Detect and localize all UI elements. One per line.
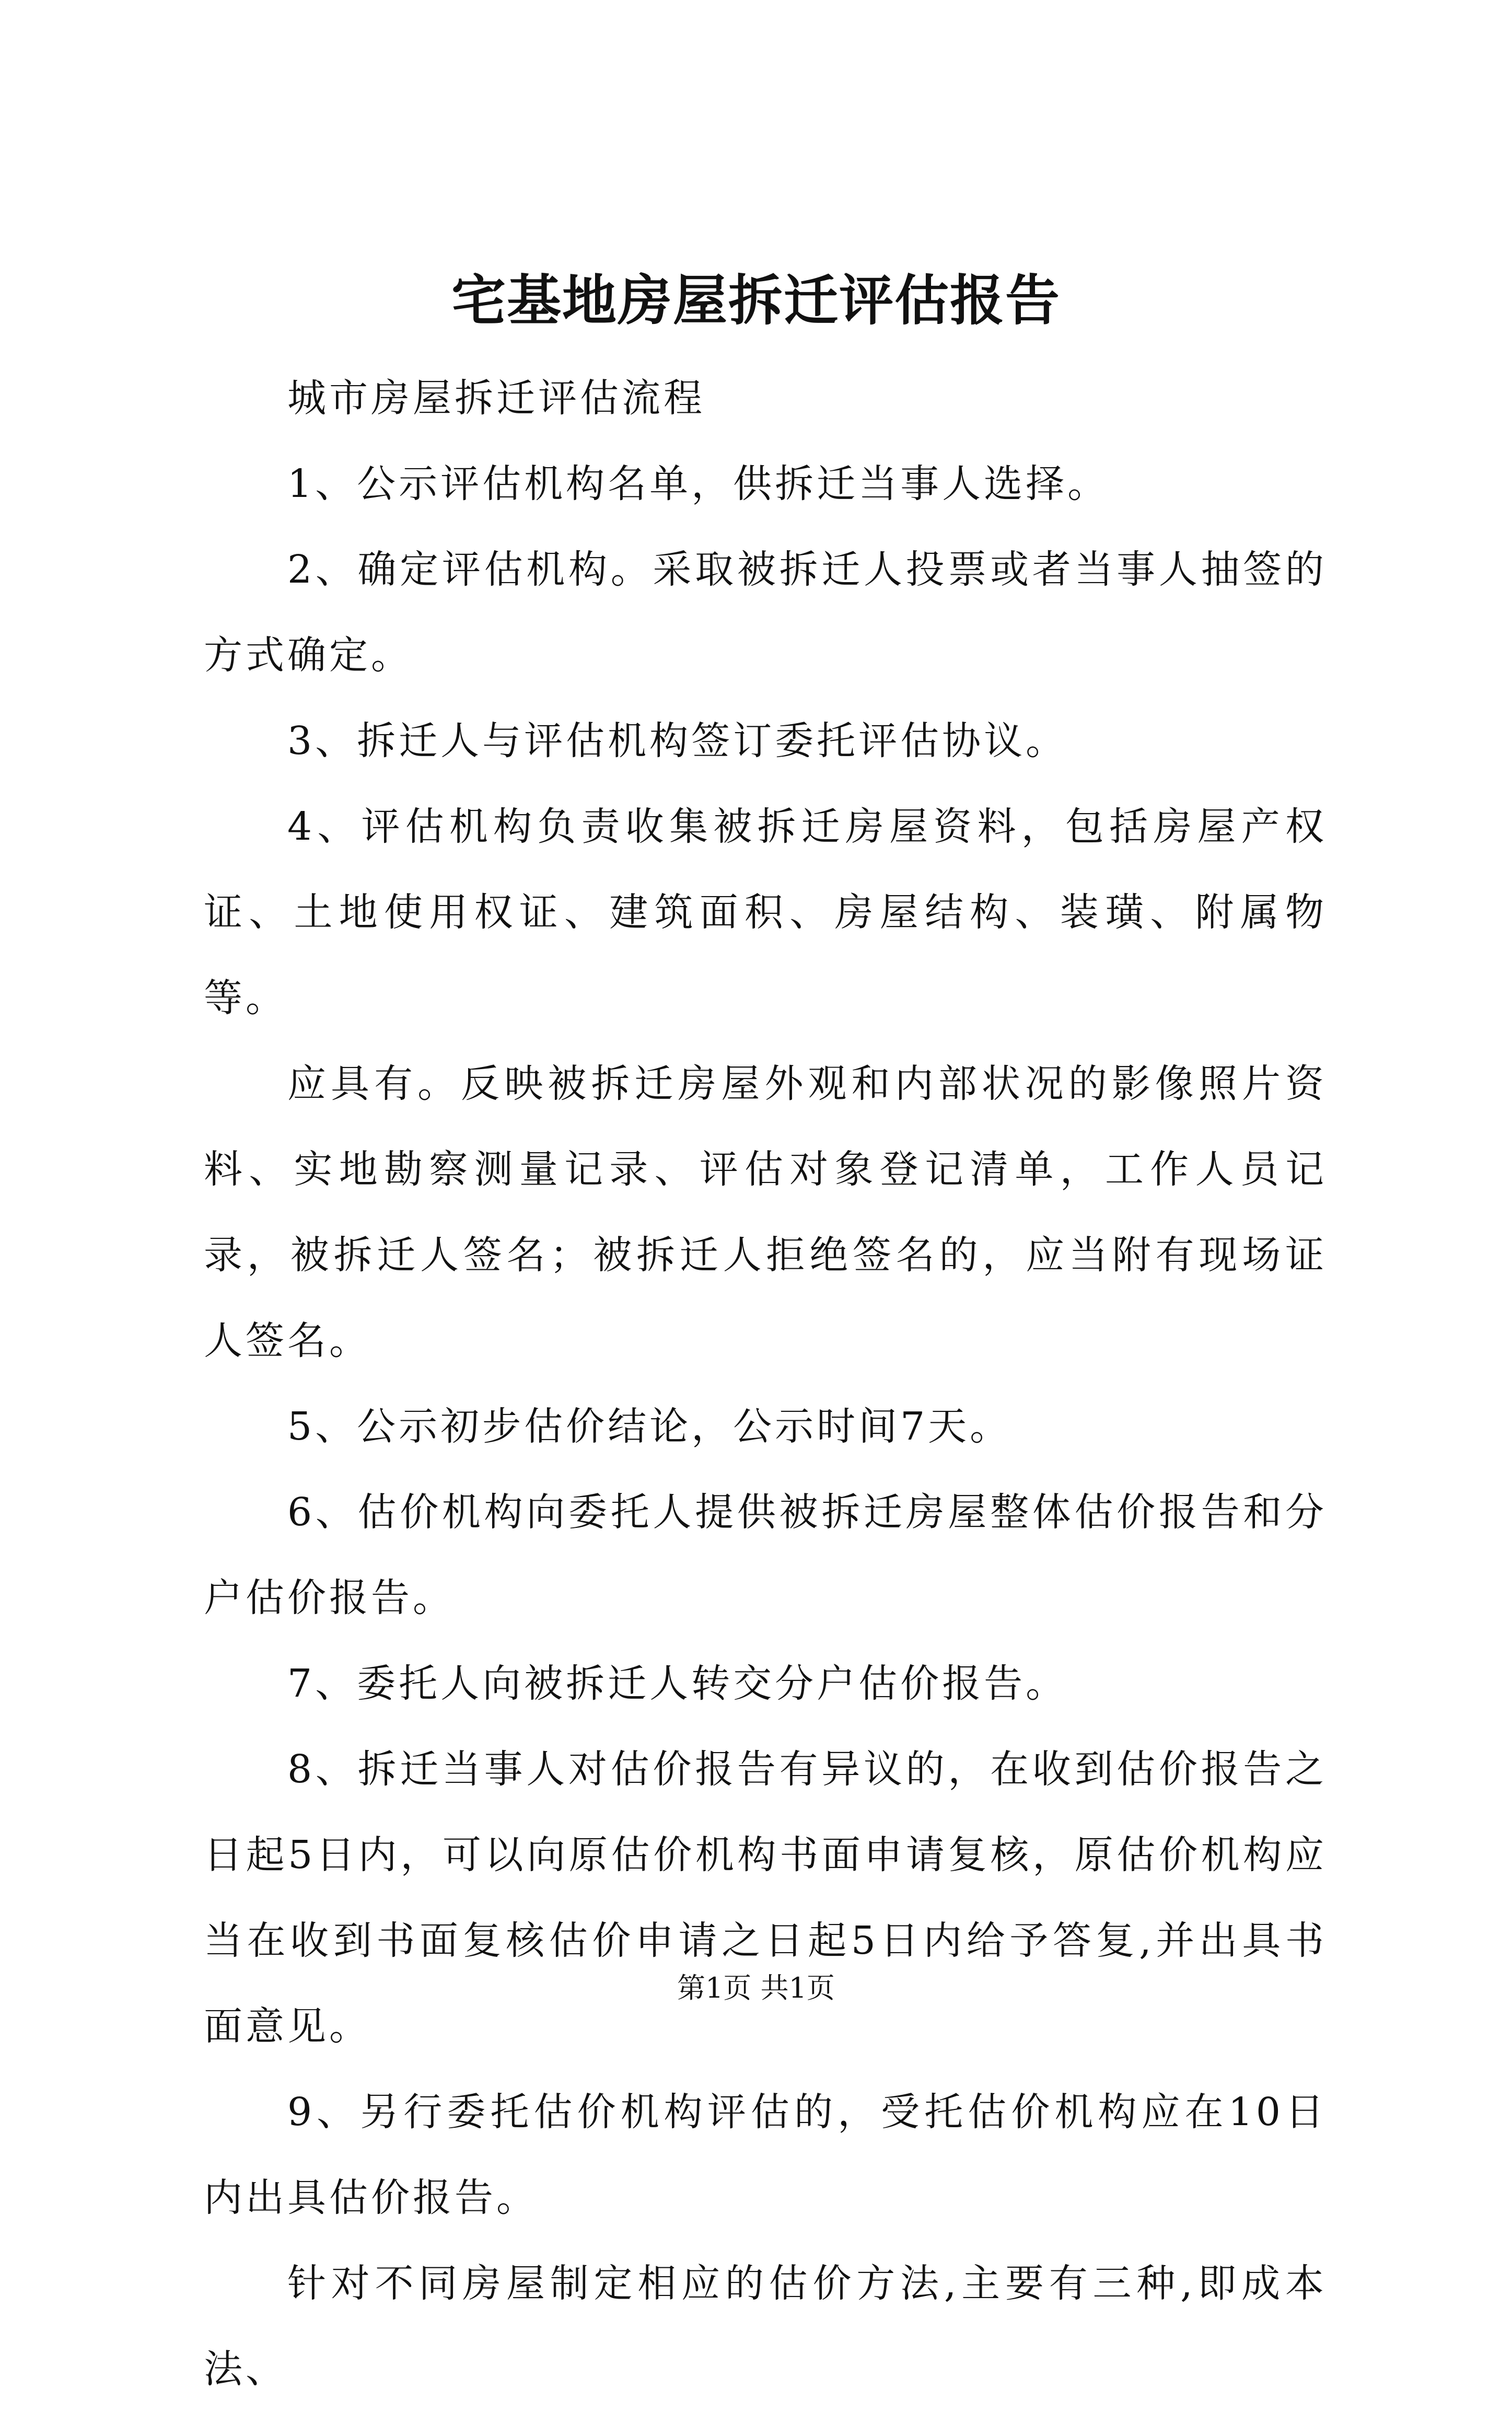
- paragraph-step-4-detail: 应具有。反映被拆迁房屋外观和内部状况的影像照片资料、实地勘察测量记录、评估对象登记清单，工作人员记录，被拆迁人签名；被拆迁人拒绝签名的，应当附有现场证人签名。: [204, 1061, 1327, 1363]
- paragraph-step-1: 1、公示评估机构名单，供拆迁当事人选择。: [287, 461, 1110, 506]
- paragraph-step-6: 6、估价机构向委托人提供被拆迁房屋整体估价报告和分户估价报告。: [204, 1490, 1327, 1620]
- paragraph-step-8: 8、拆迁当事人对估价报告有异议的，在收到估价报告之日起5日内，可以向原估价机构书面申请复核，原估价机构应当在收到书面复核估价申请之日起5日内给予答复,并出具书面意见。: [204, 1747, 1327, 2049]
- paragraph-methods: 针对不同房屋制定相应的估价方法,主要有三种,即成本法、: [204, 2261, 1327, 2392]
- paragraph-step-4: 4、评估机构负责收集被拆迁房屋资料，包括房屋产权证、土地使用权证、建筑面积、房屋结构、装璜、附属物等。: [204, 804, 1327, 1021]
- page-footer: [0, 1967, 1512, 2009]
- paragraph-step-2: 2、确定评估机构。采取被拆迁人投票或者当事人抽签的方式确定。: [204, 547, 1327, 678]
- paragraph-step-3: 3、拆迁人与评估机构签订委托评估协议。: [287, 718, 1068, 763]
- paragraph-step-7: 7、委托人向被拆迁人转交分户估价报告。: [287, 1661, 1068, 1706]
- paragraph-step-5: 5、公示初步估价结论，公示时间7天。: [287, 1404, 1012, 1449]
- paragraph-flow-heading: 城市房屋拆迁评估流程: [287, 376, 705, 421]
- document-body: [204, 355, 1327, 2412]
- page-number: 第1页 共1页: [677, 1972, 835, 2004]
- paragraph-step-9: 9、另行委托估价机构评估的，受托估价机构应在10日内出具估价报告。: [204, 2090, 1327, 2220]
- document-title: 宅基地房屋拆迁评估报告: [451, 268, 1061, 332]
